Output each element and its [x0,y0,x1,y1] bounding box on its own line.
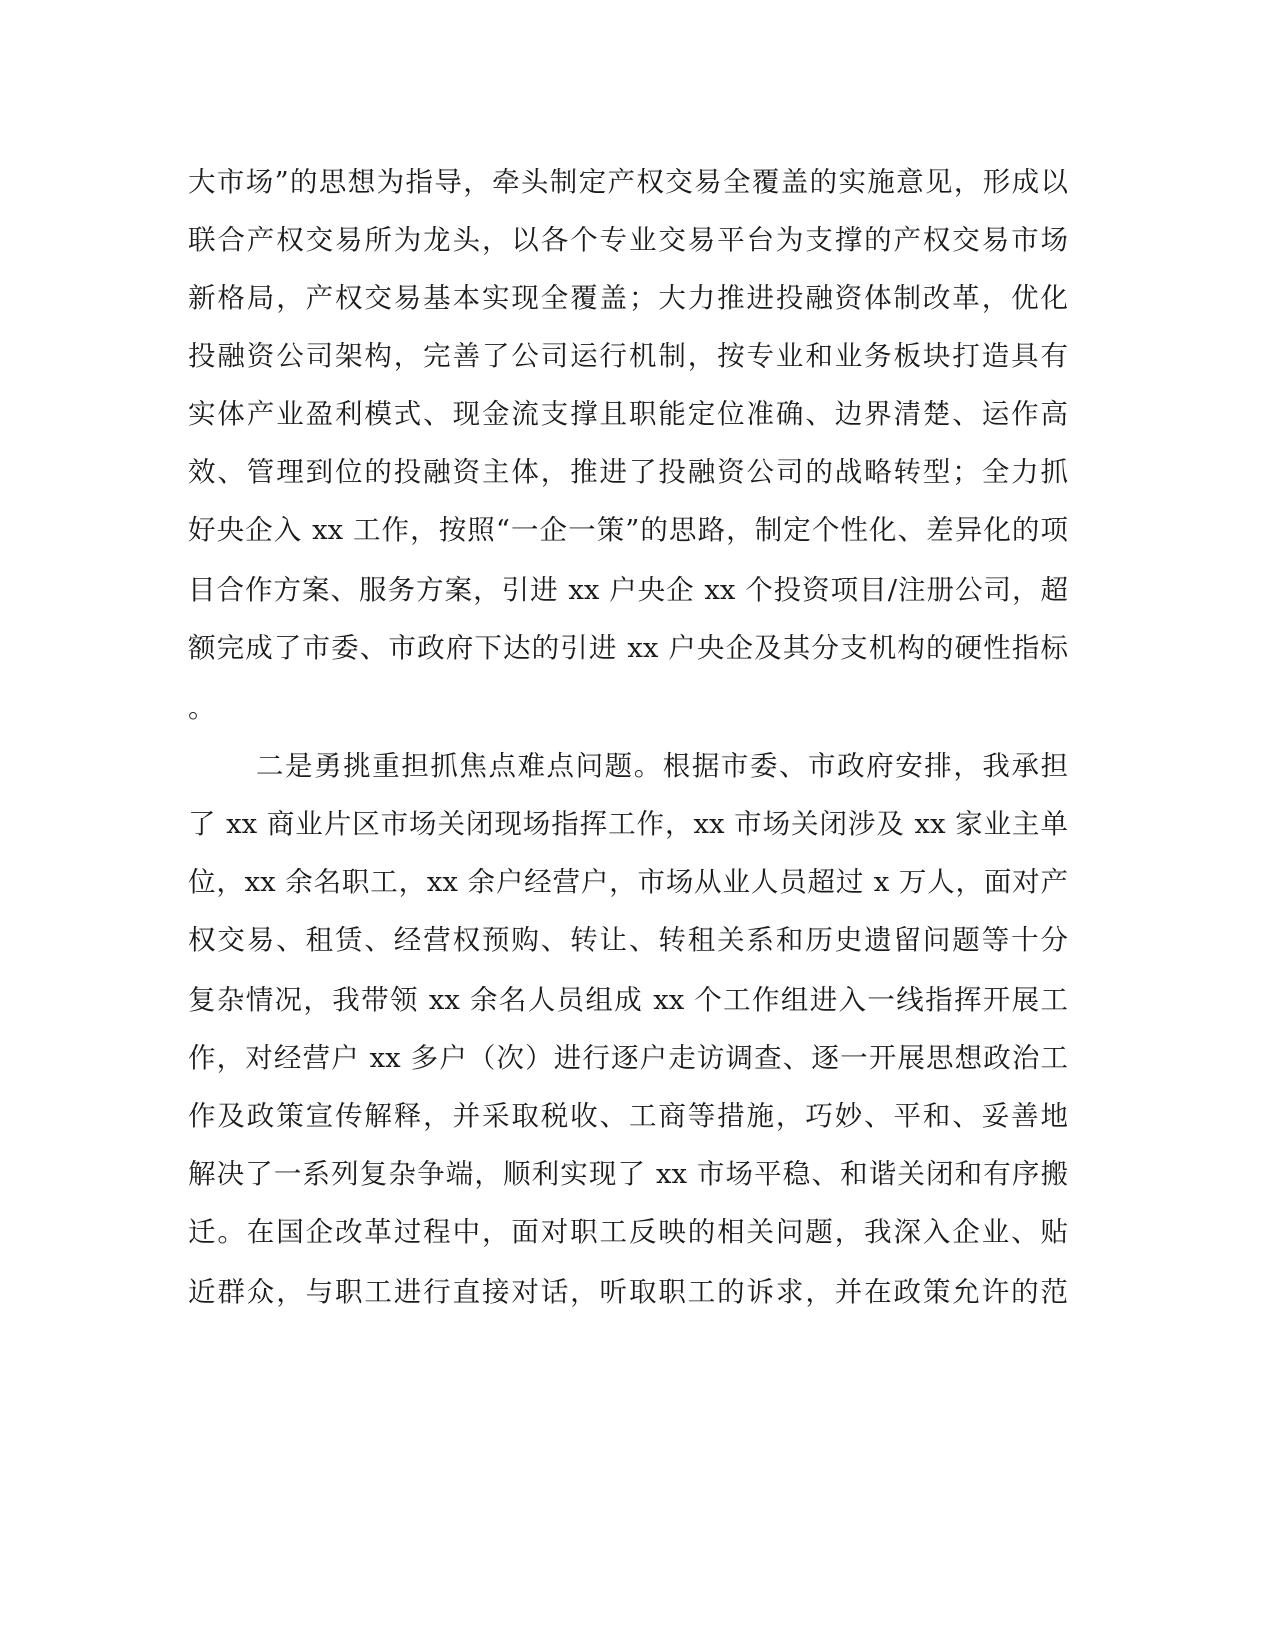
paragraph-line: 权交易、租赁、经营权预购、转让、转租关系和历史遗留问题等十分 [188,924,1068,956]
paragraph-line: 解决了一系列复杂争端，顺利实现了 xx 市场平稳、和谐关闭和有序搬 [188,1158,1068,1190]
paragraph-line: 迁。在国企改革过程中，面对职工反映的相关问题，我深入企业、贴 [188,1216,1068,1248]
paragraph-line: 效、管理到位的投融资主体，推进了投融资公司的战略转型；全力抓 [188,456,1068,488]
paragraph-line: 投融资公司架构，完善了公司运行机制，按专业和业务板块打造具有 [188,340,1068,372]
paragraph-line: 作及政策宣传解释，并采取税收、工商等措施，巧妙、平和、妥善地 [188,1100,1068,1132]
paragraph-line: 好央企入 xx 工作，按照“一企一策”的思路，制定个性化、差异化的项 [188,514,1068,546]
paragraph-line: 二是勇挑重担抓焦点难点问题。根据市委、市政府安排，我承担 [256,750,1068,782]
paragraph-line: 大市场”的思想为指导，牵头制定产权交易全覆盖的实施意见，形成以 [188,166,1068,198]
paragraph-line: 目合作方案、服务方案，引进 xx 户央企 xx 个投资项目/注册公司，超 [188,574,1068,606]
paragraph-line: 。 [188,692,216,724]
paragraph-line: 实体产业盈利模式、现金流支撑且职能定位准确、边界清楚、运作高 [188,398,1068,430]
paragraph-line: 联合产权交易所为龙头，以各个专业交易平台为支撑的产权交易市场 [188,224,1068,256]
paragraph-line: 位，xx 余名职工，xx 余户经营户，市场从业人员超过 x 万人，面对产 [188,866,1068,898]
paragraph-line: 新格局，产权交易基本实现全覆盖；大力推进投融资体制改革，优化 [188,282,1068,314]
paragraph-line: 作，对经营户 xx 多户（次）进行逐户走访调查、逐一开展思想政治工 [188,1042,1068,1074]
paragraph-line: 了 xx 商业片区市场关闭现场指挥工作，xx 市场关闭涉及 xx 家业主单 [188,808,1068,840]
paragraph-line: 复杂情况，我带领 xx 余名人员组成 xx 个工作组进入一线指挥开展工 [188,984,1068,1016]
paragraph-line: 额完成了市委、市政府下达的引进 xx 户央企及其分支机构的硬性指标 [188,632,1068,664]
paragraph-line: 近群众，与职工进行直接对话，听取职工的诉求，并在政策允许的范 [188,1276,1068,1308]
